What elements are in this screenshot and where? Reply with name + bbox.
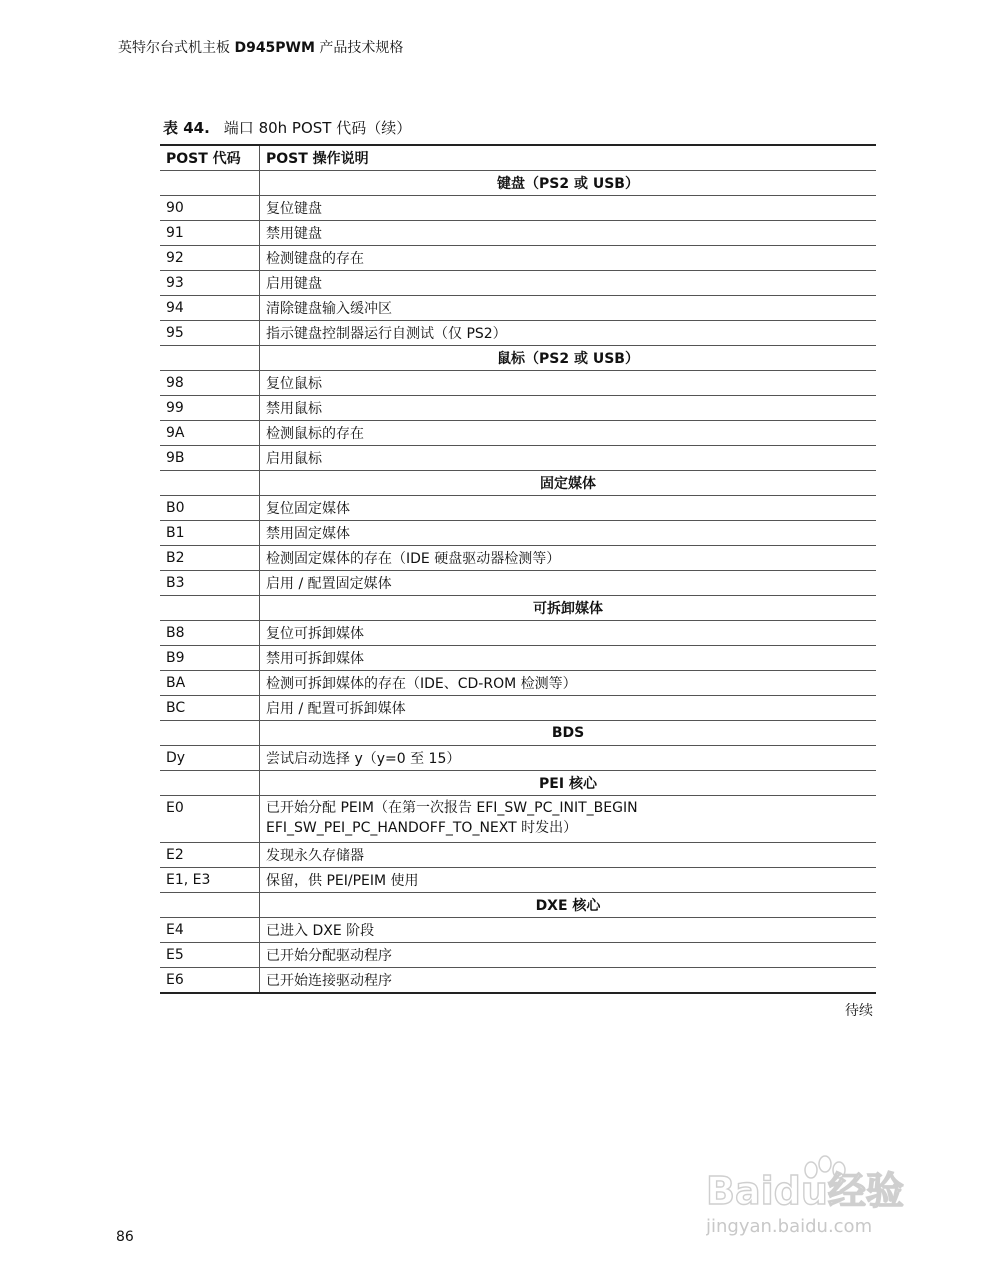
post-code-cell: B0: [160, 496, 260, 521]
section-row: [160, 893, 876, 918]
post-code-cell: [160, 346, 260, 371]
post-description-cell: 检测固定媒体的存在（IDE 硬盘驱动器检测等）: [260, 546, 877, 571]
table-body: [160, 171, 876, 994]
header-suffix: 产品技术规格: [314, 40, 404, 56]
post-description-cell: 禁用可拆卸媒体: [260, 646, 877, 671]
post-code-cell: 92: [160, 246, 260, 271]
table-row: [160, 271, 876, 296]
post-description-cell: 指示键盘控制器运行自测试（仅 PS2）: [260, 321, 877, 346]
table-caption-label: 表 44.: [163, 119, 210, 137]
post-description-cell: 启用 / 配置固定媒体: [260, 571, 877, 596]
header-prefix: 英特尔台式机主板: [118, 40, 235, 56]
watermark-text: Baidu经验: [706, 1169, 904, 1213]
section-row: [160, 596, 876, 621]
table-row: [160, 671, 876, 696]
post-code-cell: 9A: [160, 421, 260, 446]
post-code-cell: B8: [160, 621, 260, 646]
post-code-table: [160, 144, 876, 994]
post-code-cell: 90: [160, 196, 260, 221]
post-code-cell: B9: [160, 646, 260, 671]
post-description-cell: 禁用键盘: [260, 221, 877, 246]
table-row: [160, 421, 876, 446]
post-code-cell: B3: [160, 571, 260, 596]
section-title-cell: 可拆卸媒体: [260, 596, 877, 621]
table-row: [160, 371, 876, 396]
post-code-cell: BC: [160, 696, 260, 721]
post-code-cell: 9B: [160, 446, 260, 471]
post-description-cell: 发现永久存储器: [260, 843, 877, 868]
post-description-cell: 禁用固定媒体: [260, 521, 877, 546]
table-row: [160, 546, 876, 571]
table-row: [160, 646, 876, 671]
post-code-cell: B1: [160, 521, 260, 546]
post-code-cell: E2: [160, 843, 260, 868]
post-description-cell: 复位可拆卸媒体: [260, 621, 877, 646]
baidu-watermark: [706, 1148, 946, 1238]
section-title-cell: BDS: [260, 721, 877, 746]
post-code-cell: B2: [160, 546, 260, 571]
post-code-cell: [160, 471, 260, 496]
post-description-cell: 复位鼠标: [260, 371, 877, 396]
post-description-cell: 已进入 DXE 阶段: [260, 918, 877, 943]
post-code-cell: Dy: [160, 746, 260, 771]
post-code-cell: BA: [160, 671, 260, 696]
table-row: [160, 196, 876, 221]
section-title-cell: DXE 核心: [260, 893, 877, 918]
post-code-cell: E5: [160, 943, 260, 968]
watermark-url: jingyan.baidu.com: [706, 1216, 873, 1237]
post-description-cell: 检测鼠标的存在: [260, 421, 877, 446]
continued-note: 待续: [845, 1003, 873, 1019]
post-description-cell: 检测可拆卸媒体的存在（IDE、CD-ROM 检测等）: [260, 671, 877, 696]
section-row: [160, 721, 876, 746]
post-code-cell: [160, 171, 260, 196]
post-code-cell: 94: [160, 296, 260, 321]
table-row: [160, 446, 876, 471]
post-code-cell: [160, 893, 260, 918]
post-description-cell: 复位键盘: [260, 196, 877, 221]
column-header-code: POST 代码: [160, 145, 260, 171]
section-row: [160, 471, 876, 496]
section-title-cell: 键盘（PS2 或 USB）: [260, 171, 877, 196]
table-header-row: [160, 145, 876, 171]
post-description-cell: 尝试启动选择 y（y=0 至 15）: [260, 746, 877, 771]
post-code-cell: 99: [160, 396, 260, 421]
post-code-cell: 91: [160, 221, 260, 246]
section-row: [160, 771, 876, 796]
description-line: EFI_SW_PEI_PC_HANDOFF_TO_NEXT 时发出）: [266, 820, 578, 836]
table-row: [160, 321, 876, 346]
table-row: [160, 246, 876, 271]
post-code-cell: E0: [160, 796, 260, 843]
table-row: [160, 943, 876, 968]
section-title-cell: 鼠标（PS2 或 USB）: [260, 346, 877, 371]
table-row: [160, 968, 876, 994]
running-header: [118, 37, 403, 57]
post-description-cell: 保留，供 PEI/PEIM 使用: [260, 868, 877, 893]
column-header-description: POST 操作说明: [260, 145, 877, 171]
table-row: [160, 221, 876, 246]
post-description-cell: 启用 / 配置可拆卸媒体: [260, 696, 877, 721]
section-title-cell: 固定媒体: [260, 471, 877, 496]
post-code-cell: E6: [160, 968, 260, 994]
table-row: [160, 521, 876, 546]
post-code-cell: 98: [160, 371, 260, 396]
table-row: [160, 396, 876, 421]
post-description-cell: 已开始分配驱动程序: [260, 943, 877, 968]
table-row: [160, 746, 876, 771]
post-description-cell: 清除键盘输入缓冲区: [260, 296, 877, 321]
description-line: 已开始分配 PEIM（在第一次报告 EFI_SW_PC_INIT_BEGIN: [266, 800, 638, 816]
post-description-cell: 启用鼠标: [260, 446, 877, 471]
table-row: [160, 868, 876, 893]
table-row: [160, 296, 876, 321]
table-row: [160, 496, 876, 521]
post-code-cell: 93: [160, 271, 260, 296]
post-description-cell: [260, 796, 877, 843]
section-row: [160, 171, 876, 196]
post-code-cell: [160, 721, 260, 746]
table-row: [160, 621, 876, 646]
post-code-cell: E1, E3: [160, 868, 260, 893]
table-caption: [163, 117, 411, 138]
post-description-cell: 禁用鼠标: [260, 396, 877, 421]
table-row: [160, 843, 876, 868]
section-row: [160, 346, 876, 371]
post-description-cell: 启用键盘: [260, 271, 877, 296]
post-description-cell: 复位固定媒体: [260, 496, 877, 521]
post-code-cell: [160, 771, 260, 796]
table-row: [160, 696, 876, 721]
post-code-cell: [160, 596, 260, 621]
header-model: D945PWM: [234, 40, 315, 56]
table-row: [160, 796, 876, 843]
page-number: 86: [116, 1229, 134, 1245]
table-row: [160, 571, 876, 596]
post-description-cell: 已开始连接驱动程序: [260, 968, 877, 994]
post-description-cell: 检测键盘的存在: [260, 246, 877, 271]
table-row: [160, 918, 876, 943]
post-code-cell: E4: [160, 918, 260, 943]
table-caption-title: 端口 80h POST 代码（续）: [223, 119, 412, 137]
section-title-cell: PEI 核心: [260, 771, 877, 796]
post-code-cell: 95: [160, 321, 260, 346]
